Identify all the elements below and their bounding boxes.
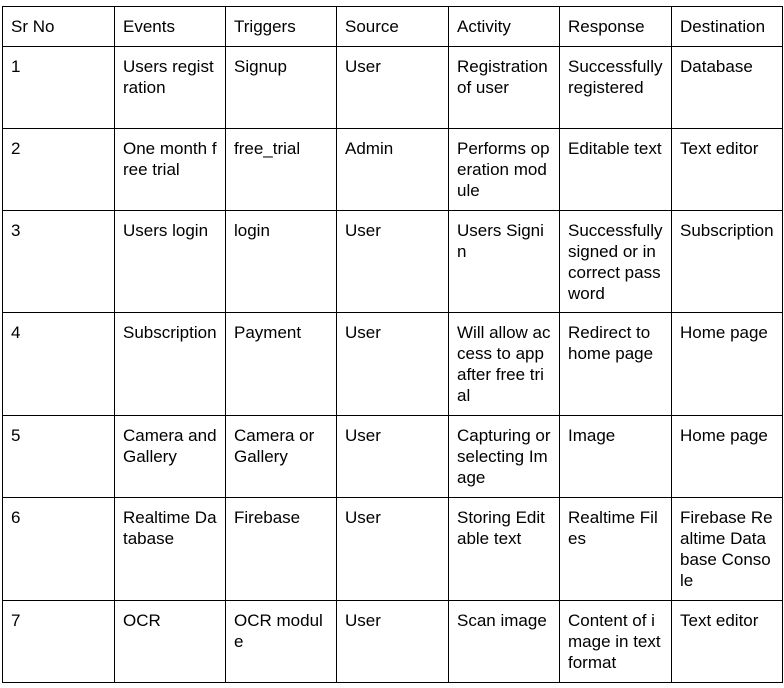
cell-activity: Users Signin: [449, 211, 560, 313]
header-source: Source: [337, 7, 449, 47]
cell-sr-no: 1: [3, 47, 115, 129]
cell-destination: Text editor: [672, 601, 783, 683]
table-row: [3, 313, 783, 416]
cell-events: Camera and Gallery: [115, 416, 226, 498]
cell-triggers: Payment: [226, 313, 337, 416]
cell-source: User: [337, 498, 449, 601]
cell-activity: Scan image: [449, 601, 560, 683]
cell-triggers: OCR module: [226, 601, 337, 683]
cell-triggers: Signup: [226, 47, 337, 129]
table-row: [3, 498, 783, 601]
cell-activity: Performs operation module: [449, 129, 560, 211]
table-row: [3, 601, 783, 683]
header-destination: Destination: [672, 7, 783, 47]
cell-triggers: Firebase: [226, 498, 337, 601]
cell-events: Users login: [115, 211, 226, 313]
cell-response: Redirect to home page: [560, 313, 672, 416]
cell-events: Users registration: [115, 47, 226, 129]
cell-response: Successfully signed or incorrect password: [560, 211, 672, 313]
cell-events: Realtime Database: [115, 498, 226, 601]
cell-sr-no: 2: [3, 129, 115, 211]
cell-sr-no: 7: [3, 601, 115, 683]
header-activity: Activity: [449, 7, 560, 47]
cell-activity: Capturing or selecting Image: [449, 416, 560, 498]
cell-destination: Firebase Realtime Database Console: [672, 498, 783, 601]
cell-destination: Database: [672, 47, 783, 129]
cell-destination: Home page: [672, 313, 783, 416]
cell-response: Content of image in text format: [560, 601, 672, 683]
cell-response: Editable text: [560, 129, 672, 211]
events-table: [2, 6, 783, 683]
table-header-row: [3, 7, 783, 47]
header-events: Events: [115, 7, 226, 47]
cell-response: Successfully registered: [560, 47, 672, 129]
cell-response: Image: [560, 416, 672, 498]
cell-source: User: [337, 601, 449, 683]
cell-destination: Home page: [672, 416, 783, 498]
cell-activity: Storing Editable text: [449, 498, 560, 601]
cell-source: Admin: [337, 129, 449, 211]
cell-triggers: free_trial: [226, 129, 337, 211]
cell-source: User: [337, 416, 449, 498]
cell-source: User: [337, 211, 449, 313]
cell-sr-no: 6: [3, 498, 115, 601]
header-response: Response: [560, 7, 672, 47]
cell-destination: Subscription: [672, 211, 783, 313]
header-triggers: Triggers: [226, 7, 337, 47]
cell-activity: Will allow access to app after free trial: [449, 313, 560, 416]
cell-triggers: Camera or Gallery: [226, 416, 337, 498]
cell-response: Realtime Files: [560, 498, 672, 601]
header-sr-no: Sr No: [3, 7, 115, 47]
cell-activity: Registration of user: [449, 47, 560, 129]
cell-sr-no: 5: [3, 416, 115, 498]
cell-source: User: [337, 313, 449, 416]
table-row: [3, 211, 783, 313]
table-row: [3, 416, 783, 498]
cell-destination: Text editor: [672, 129, 783, 211]
table-row: [3, 129, 783, 211]
cell-events: OCR: [115, 601, 226, 683]
cell-source: User: [337, 47, 449, 129]
table-row: [3, 47, 783, 129]
cell-events: One month free trial: [115, 129, 226, 211]
cell-sr-no: 4: [3, 313, 115, 416]
cell-events: Subscription: [115, 313, 226, 416]
cell-triggers: login: [226, 211, 337, 313]
cell-sr-no: 3: [3, 211, 115, 313]
